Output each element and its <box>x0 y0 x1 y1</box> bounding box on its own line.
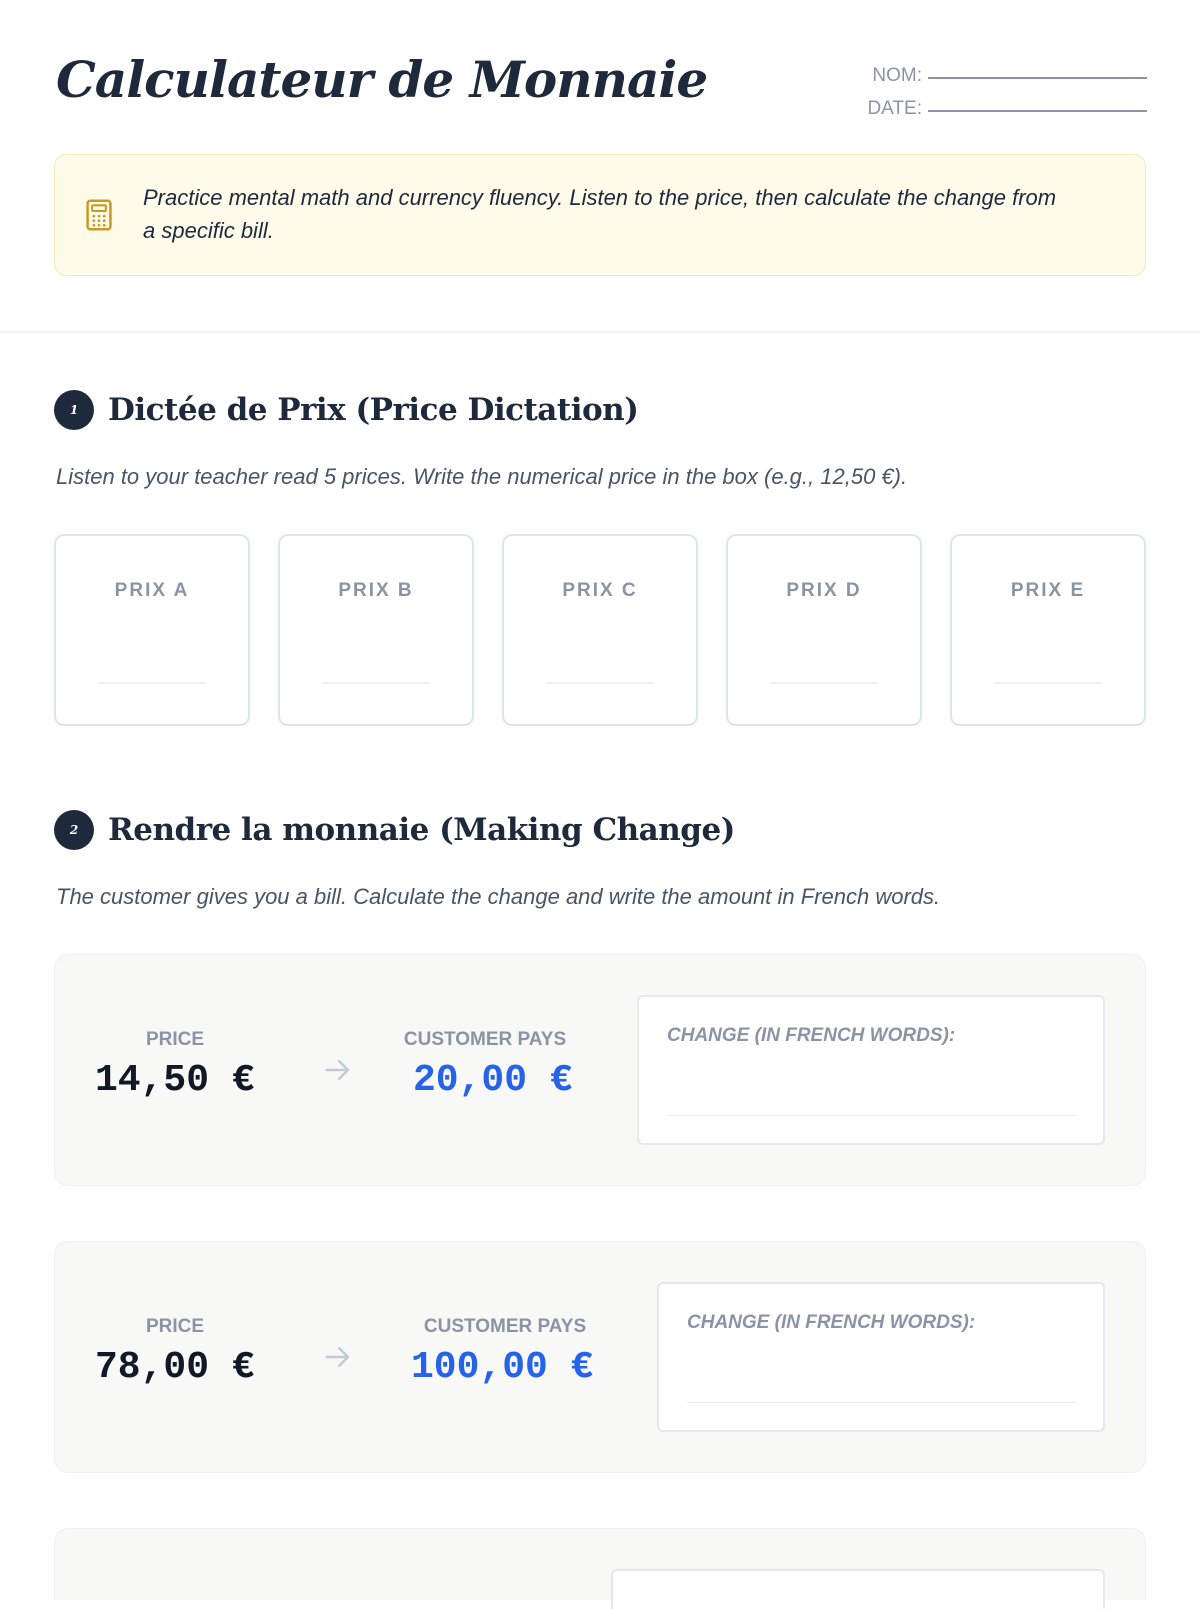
section-2-header <box>54 810 735 850</box>
section-1-instructions: Listen to your teacher read 5 prices. Write the numerical price in the box (e.g., 12,50 €). <box>56 464 908 489</box>
write-line <box>98 682 206 684</box>
customer-pays-label: CUSTOMER PAYS <box>423 1316 587 1337</box>
write-line <box>546 682 654 684</box>
write-line <box>322 682 430 684</box>
price-box-d[interactable] <box>726 534 922 726</box>
intro-text: Practice mental math and currency fluency. Listen to the price, then calculate the change from a specific bill. <box>143 185 1057 243</box>
student-meta <box>860 54 1147 120</box>
customer-pays-value: 20,00 € <box>413 1059 573 1102</box>
name-label: NOM: <box>872 65 922 86</box>
intro-note <box>54 154 1146 276</box>
price-value: 14,50 € <box>95 1059 255 1102</box>
price-value: 78,00 € <box>95 1346 255 1389</box>
section-2-instructions: The customer gives you a bill. Calculate the change and write the amount in French words. <box>56 884 941 909</box>
price-box-a[interactable] <box>54 534 250 726</box>
change-label: CHANGE (IN FRENCH WORDS): <box>667 1025 956 1046</box>
section-divider <box>0 331 1200 333</box>
write-line <box>770 682 878 684</box>
price-label: PRICE <box>145 1316 205 1337</box>
price-box-e[interactable] <box>950 534 1146 726</box>
write-line <box>667 1115 1077 1116</box>
write-line <box>687 1402 1077 1403</box>
price-label: PRICE <box>145 1029 205 1050</box>
change-answer-box[interactable] <box>611 1569 1105 1609</box>
page-title: Calculateur de Monnaie <box>56 50 708 109</box>
customer-pays-value: 100,00 € <box>411 1346 594 1389</box>
date-line[interactable] <box>928 88 1147 112</box>
section-2-title: Rendre la monnaie (Making Change) <box>108 812 735 848</box>
section-1-title: Dictée de Prix (Price Dictation) <box>108 392 639 428</box>
section-number-badge: 1 <box>54 390 94 430</box>
price-dictation-boxes <box>54 534 1148 726</box>
price-box-label: PRIX B <box>338 580 414 601</box>
price-box-label: PRIX C <box>562 580 638 601</box>
section-number-badge: 2 <box>54 810 94 850</box>
change-problem-card <box>54 1241 1146 1473</box>
name-field[interactable] <box>860 54 1147 87</box>
change-label: CHANGE (IN FRENCH WORDS): <box>687 1312 976 1333</box>
change-answer-box[interactable] <box>637 995 1105 1145</box>
change-problem-card <box>54 1528 1146 1600</box>
date-label: DATE: <box>867 98 922 119</box>
price-box-label: PRIX D <box>786 580 862 601</box>
customer-pays-label: CUSTOMER PAYS <box>403 1029 567 1050</box>
price-box-b[interactable] <box>278 534 474 726</box>
price-box-label: PRIX E <box>1010 580 1086 601</box>
name-line[interactable] <box>928 55 1147 79</box>
section-1-header <box>54 390 638 430</box>
write-line <box>994 682 1102 684</box>
date-field[interactable] <box>860 87 1147 120</box>
change-problem-card <box>54 954 1146 1186</box>
arrow-right-icon <box>323 1055 353 1085</box>
calculator-icon <box>85 199 113 231</box>
change-answer-box[interactable] <box>657 1282 1105 1432</box>
arrow-right-icon <box>323 1342 353 1372</box>
price-box-label: PRIX A <box>114 580 190 601</box>
price-box-c[interactable] <box>502 534 698 726</box>
